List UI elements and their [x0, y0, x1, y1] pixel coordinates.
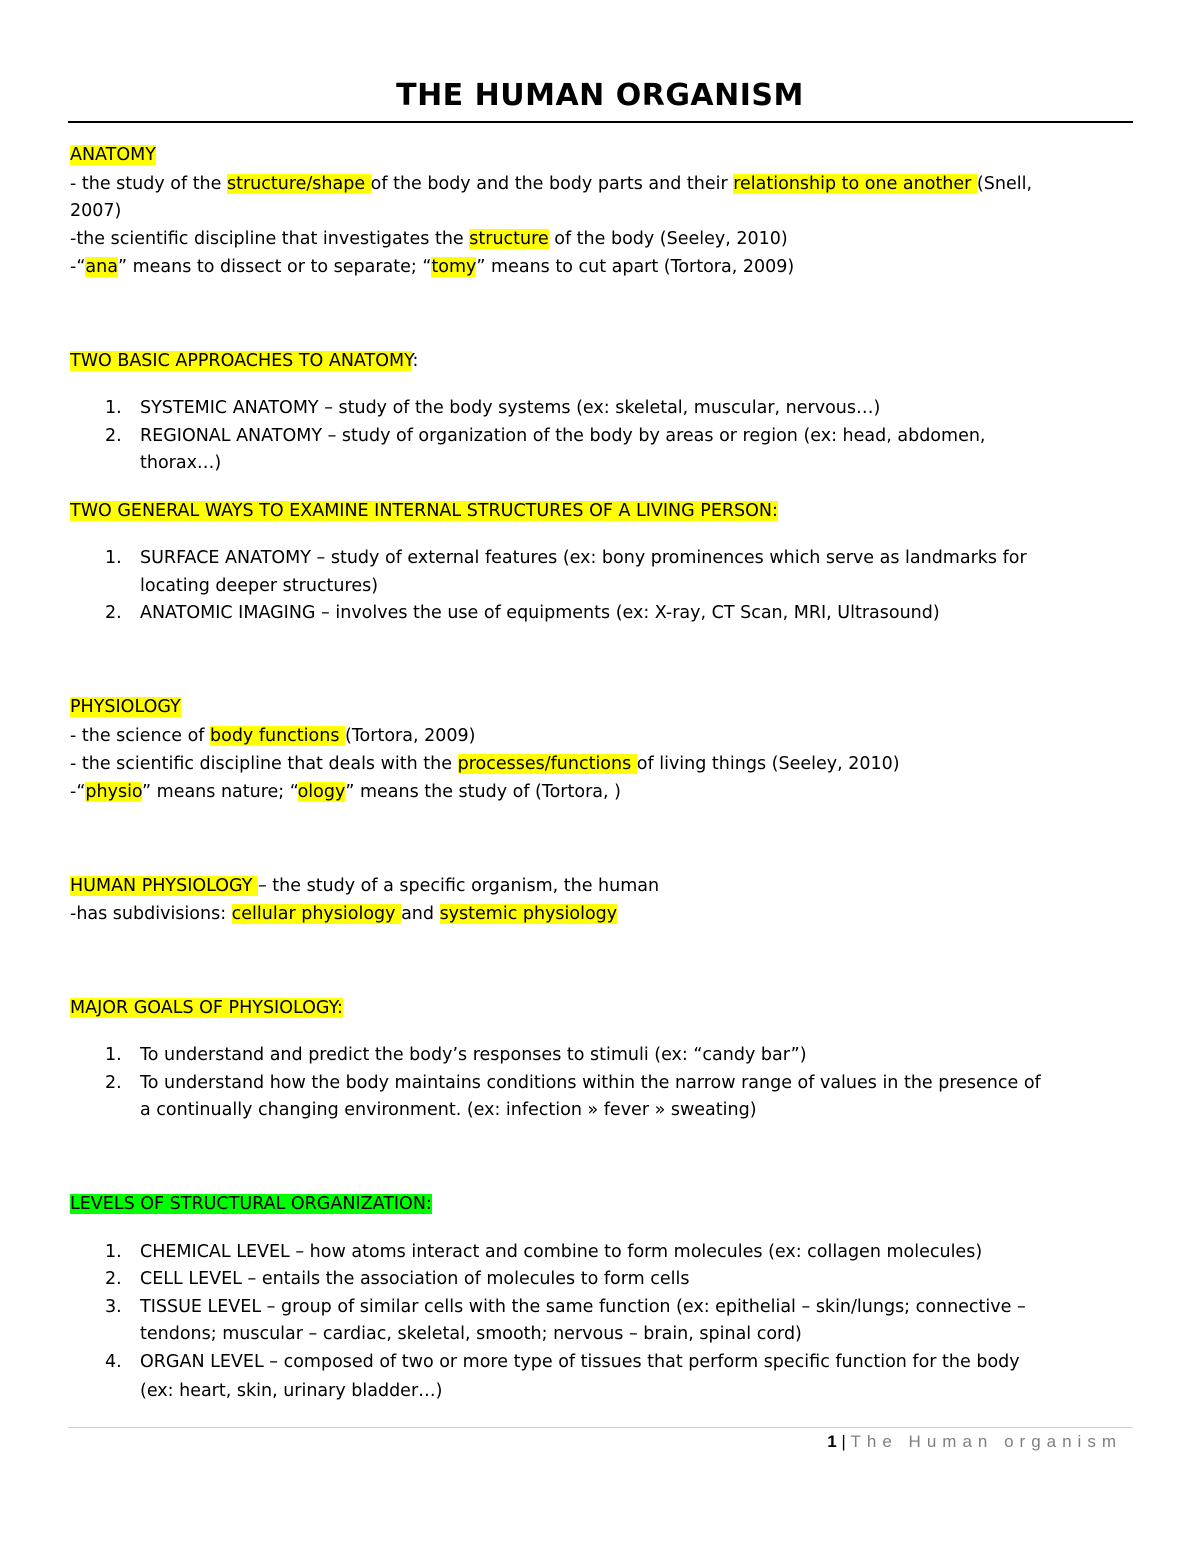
footer	[827, 1432, 1122, 1452]
text-run: a continually changing environment. (ex: infection » fever » sweating)	[140, 1100, 757, 1120]
list-number: 2.	[105, 1073, 122, 1093]
highlighted-text: PHYSIOLOGY	[70, 697, 181, 717]
text-run: – skin/lungs;	[801, 1297, 916, 1317]
heading-major-goals	[70, 997, 343, 1019]
text-run: ” means nature; “	[142, 782, 298, 802]
footer-rule	[68, 1427, 1133, 1428]
list-item-cont	[140, 1380, 442, 1402]
text-run: – involves the use of	[321, 603, 507, 623]
highlighted-text: TISSUE LEVEL	[140, 1297, 267, 1317]
text-run: –	[1016, 1297, 1026, 1317]
text-run: – group of similar cells with the same function (ex:	[266, 1297, 716, 1317]
text-run: (Snell,	[976, 174, 1033, 194]
list-number: 1.	[105, 548, 122, 568]
highlighted-text: SURFACE ANATOMY	[140, 548, 317, 568]
highlighted-text: ANATOMY	[70, 145, 156, 165]
footer-separator: |	[836, 1432, 851, 1451]
list-item	[140, 1296, 1026, 1318]
text-run: – how atoms interact and combine to form molecules (ex: collagen molecules)	[295, 1242, 983, 1262]
list-item-cont	[140, 575, 378, 597]
highlighted-text: bony prominences	[601, 548, 770, 568]
text-run: To understand how the body	[140, 1073, 395, 1093]
text-run: (ex: heart, skin, urinary bladder…)	[140, 1381, 443, 1401]
physiology-def-1	[70, 725, 475, 747]
highlighted-text: nervous	[553, 1324, 629, 1344]
heading-anatomy	[70, 144, 156, 166]
list-item-cont	[140, 452, 221, 474]
highlighted-text: REGIONAL ANATOMY	[140, 426, 328, 446]
highlighted-text: ANATOMIC IMAGING	[140, 603, 322, 623]
anatomy-def-1	[70, 173, 1032, 195]
highlighted-text: LEVELS OF STRUCTURAL ORGANIZATION:	[70, 1194, 432, 1214]
highlighted-text: body functions	[210, 726, 346, 746]
physiology-def-2	[70, 753, 900, 775]
text-run: of the body and the body parts and their	[370, 174, 734, 194]
highlighted-text: maintains conditions	[394, 1073, 583, 1093]
text-run: -the scientific discipline that investigates the	[70, 229, 470, 249]
highlighted-text: ana	[85, 257, 118, 277]
highlighted-text: ORGAN LEVEL	[140, 1352, 270, 1372]
anatomy-etymology	[70, 256, 794, 278]
list-number: 1.	[105, 398, 122, 418]
text-run: To understand and predict the body’s	[140, 1045, 473, 1065]
heading-physiology	[70, 696, 181, 718]
highlighted-text: TWO GENERAL WAYS TO EXAMINE INTERNAL STRUCTURES OF A LIVING PERSON:	[70, 501, 778, 521]
list-item-cont	[140, 1099, 757, 1121]
text-run: - the study of the	[70, 174, 227, 194]
highlighted-text: physio	[85, 782, 143, 802]
text-run: – brain, spinal cord)	[628, 1324, 802, 1344]
list-number: 1.	[105, 1045, 122, 1065]
text-run: – composed of two or more type of tissues that perform specific function for the body	[269, 1352, 1020, 1372]
list-number: 2.	[105, 1269, 122, 1289]
list-item	[140, 397, 880, 419]
text-run: which serve as landmarks for	[769, 548, 1027, 568]
list-item	[140, 1268, 689, 1290]
text-run: (ex: “candy bar”)	[654, 1045, 807, 1065]
list-item-cont	[140, 1323, 802, 1345]
text-run: ” means the study of (Tortora, )	[345, 782, 621, 802]
list-number: 4.	[105, 1352, 122, 1372]
text-run: – study of	[316, 548, 408, 568]
highlighted-text: external features	[407, 548, 563, 568]
highlighted-text: MAJOR GOALS OF PHYSIOLOGY:	[70, 998, 343, 1018]
text-run: ” means to dissect or to separate; “	[117, 257, 432, 277]
list-number: 1.	[105, 1242, 122, 1262]
anatomy-def-2	[70, 228, 788, 250]
list-item	[140, 1044, 807, 1066]
highlighted-text: cellular physiology	[231, 904, 402, 924]
highlighted-text: TWO BASIC APPROACHES TO ANATOMY	[70, 351, 413, 371]
heading-two-basic-approaches	[70, 350, 418, 372]
text-run: within the narrow range of values in the presence of	[582, 1073, 1041, 1093]
text-run: tendons;	[140, 1324, 223, 1344]
text-run: – cardiac, skeletal, smooth;	[308, 1324, 554, 1344]
text-run: – study of organization of the body by areas or region (ex: head, abdomen,	[327, 426, 986, 446]
title-rule	[68, 121, 1133, 123]
text-run: :	[412, 351, 419, 371]
text-run: and	[401, 904, 440, 924]
highlighted-text: epithelial	[715, 1297, 802, 1317]
list-item	[140, 547, 1027, 569]
human-physiology-def	[70, 875, 659, 897]
list-item	[140, 1072, 1041, 1094]
text-run: of the body (Seeley, 2010)	[548, 229, 788, 249]
highlighted-text: responses to stimuli	[472, 1045, 655, 1065]
highlighted-text: CHEMICAL LEVEL	[140, 1242, 296, 1262]
text-run: (ex:	[562, 548, 602, 568]
text-run: 2007)	[70, 201, 122, 221]
anatomy-def-1-cont	[70, 200, 121, 222]
footer-label: The Human organism	[850, 1432, 1122, 1451]
highlighted-text: tomy	[431, 257, 477, 277]
list-item	[140, 602, 940, 624]
heading-two-general-ways	[70, 500, 778, 522]
page-title: THE HUMAN ORGANISM	[396, 78, 804, 113]
highlighted-text: processes/functions	[457, 754, 637, 774]
list-number: 2.	[105, 603, 122, 623]
page-number: 1	[827, 1432, 837, 1451]
text-run: -“	[70, 782, 86, 802]
highlighted-text: SYSTEMIC ANATOMY	[140, 398, 325, 418]
highlighted-text: relationship to one another	[733, 174, 977, 194]
text-run: (Tortora, 2009)	[345, 726, 476, 746]
text-run: (ex: X-ray, CT Scan, MRI, Ultrasound)	[615, 603, 940, 623]
text-run: -“	[70, 257, 86, 277]
heading-levels	[70, 1193, 432, 1215]
highlighted-text: systemic physiology	[439, 904, 618, 924]
highlighted-text: equipments	[506, 603, 616, 623]
text-run: – the study of a specific organism, the human	[257, 876, 660, 896]
text-run: – study of the body systems (ex: skeletal, muscular, nervous…)	[324, 398, 881, 418]
list-item	[140, 425, 986, 447]
highlighted-text: structure/shape	[226, 174, 371, 194]
list-number: 2.	[105, 426, 122, 446]
human-physiology-subdivisions	[70, 903, 617, 925]
highlighted-text: muscular	[222, 1324, 309, 1344]
text-run: locating deeper structures)	[140, 576, 379, 596]
highlighted-text: HUMAN PHYSIOLOGY	[70, 876, 258, 896]
list-item	[140, 1351, 1020, 1373]
text-run: – entails the association of molecules to form cells	[247, 1269, 690, 1289]
highlighted-text: CELL LEVEL	[140, 1269, 248, 1289]
highlighted-text: structure	[469, 229, 549, 249]
text-run: - the scientific discipline that deals with the	[70, 754, 458, 774]
highlighted-text: ology	[297, 782, 346, 802]
text-run: of living things (Seeley, 2010)	[636, 754, 900, 774]
text-run: - the science of	[70, 726, 210, 746]
list-item	[140, 1241, 982, 1263]
text-run: thorax…)	[140, 453, 222, 473]
text-run: ” means to cut apart (Tortora, 2009)	[476, 257, 795, 277]
list-number: 3.	[105, 1297, 122, 1317]
highlighted-text: connective	[915, 1297, 1017, 1317]
text-run: -has subdivisions:	[70, 904, 232, 924]
physiology-etymology	[70, 781, 621, 803]
